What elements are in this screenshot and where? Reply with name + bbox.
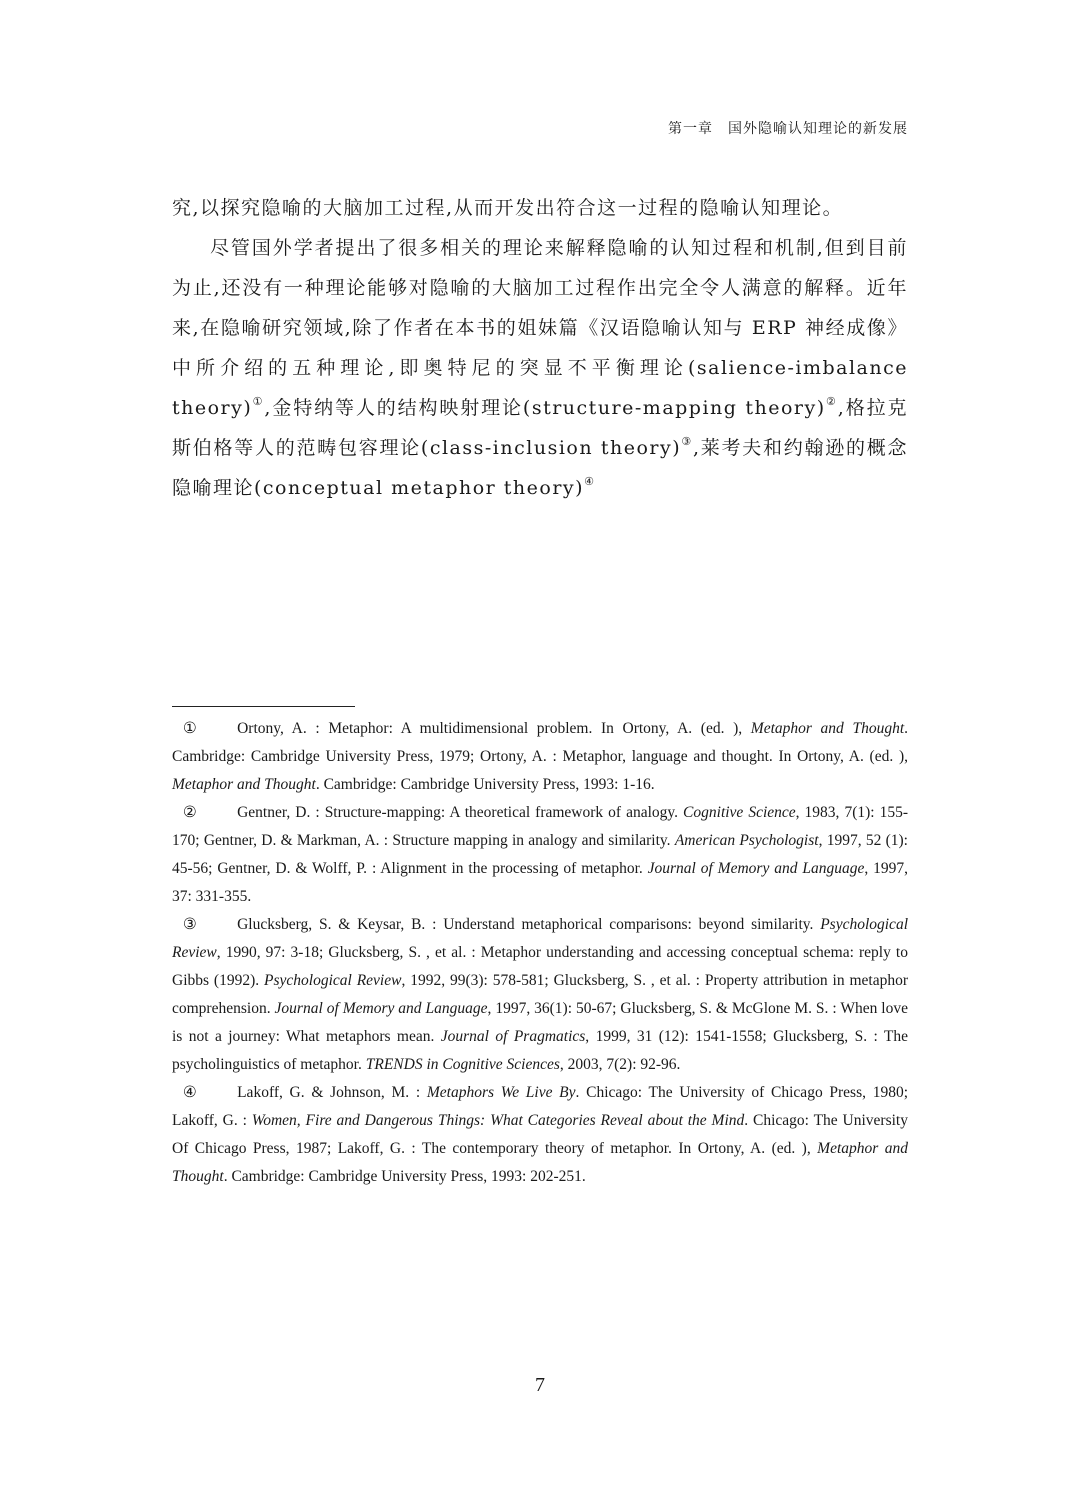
italic-title: Metaphor and Thought	[750, 720, 905, 737]
footnote	[172, 715, 908, 799]
text-run: Ortony, A. : Metaphor: A multidimensional problem. In Ortony, A. (ed. ),	[237, 720, 751, 737]
paragraph	[172, 188, 908, 228]
text-run: Lakoff, G. & Johnson, M. :	[237, 1084, 427, 1101]
italic-title: Women, Fire and Dangerous Things: What Categories Reveal about the Mind	[251, 1112, 745, 1129]
paragraph	[172, 228, 908, 508]
text-run: , 1997, 37: 331-355.	[172, 860, 908, 905]
footnote	[172, 1079, 908, 1191]
italic-title: Psychological Review	[264, 972, 402, 989]
italic-title: Cognitive Science	[683, 804, 796, 821]
text-run: Gentner, D. : Structure-mapping: A theoretical framework of analogy.	[237, 804, 684, 821]
footnote-marker: ④	[584, 475, 596, 488]
italic-title: Metaphor and Thought	[172, 776, 316, 793]
italic-title: Journal of Memory and Language	[274, 1000, 488, 1017]
text-run: . Chicago: The University Of Chicago Press, 1987; Lakoff, G. : The contemporary theory of metaphor. In Ortony, A. (ed. ),	[172, 1112, 908, 1157]
text-run: , 1999, 31 (12): 1541-1558; Glucksberg, S. : The psycholinguistics of metaphor.	[172, 1028, 908, 1073]
italic-title: Psychological Review	[172, 916, 908, 961]
italic-title: Metaphors We Live By	[426, 1084, 576, 1101]
text-run: , 1983, 7(1): 155-170; Gentner, D. & Markman, A. : Structure mapping in analogy and similarity.	[172, 804, 908, 849]
italic-title: Journal of Memory and Language	[647, 860, 865, 877]
footnote-marker: ③	[681, 435, 694, 448]
footnote	[172, 799, 908, 911]
italic-title: Metaphor and Thought	[172, 1140, 908, 1185]
text-run: ,莱考夫和约翰逊的概念隐喻理论(conceptual metaphor theory)	[172, 437, 908, 499]
text-run: , 2003, 7(2): 92-96.	[559, 1056, 681, 1073]
text-run: ,格拉克斯伯格等人的范畴包容理论(class-inclusion theory)	[172, 397, 908, 459]
text-run: , 1997, 36(1): 50-67; Glucksberg, S. & McGlone M. S. : When love is not a journey: What metaphors mean.	[172, 1000, 908, 1045]
footnote-divider	[172, 706, 355, 707]
footnote-marker: ②	[825, 395, 838, 408]
text-run: , 1990, 97: 3-18; Glucksberg, S. , et al. : Metaphor understanding and accessing conceptual schema: reply to Gibbs (1992).	[172, 944, 908, 989]
footnote-number: ①	[182, 720, 197, 737]
footnote-marker: ①	[252, 395, 265, 408]
text-run: . Chicago: The University of Chicago Press, 1980; Lakoff, G. :	[172, 1084, 909, 1129]
text-run: ,金特纳等人的结构映射理论(structure-mapping theory)	[264, 397, 826, 419]
footnotes	[172, 715, 908, 1191]
text-run: . Cambridge: Cambridge University Press, 1993: 202-251.	[223, 1168, 586, 1185]
italic-title: American Psychologist	[674, 832, 819, 849]
page-number: 7	[535, 1374, 545, 1396]
footnote-number: ④	[182, 1084, 197, 1101]
footnote-number: ②	[182, 804, 197, 821]
text-run: , 1992, 99(3): 578-581; Glucksberg, S. , et al. : Property attribution in metaphor comprehension.	[172, 972, 909, 1017]
text-run: . Cambridge: Cambridge University Press, 1993: 1-16.	[315, 776, 655, 793]
italic-title: TRENDS in Cognitive Sciences	[365, 1056, 560, 1073]
text-run: 尽管国外学者提出了很多相关的理论来解释隐喻的认知过程和机制,但到目前为止,还没有一种理论能够对隐喻的大脑加工过程作出完全令人满意的解释。近年来,在隐喻研究领域,除了作者在本书的姐妹篇《汉语隐喻认知与 ERP 神经成像》中所介绍的五种理论,即奥特尼的突显不平衡理论(salience-imbalance theory)	[172, 237, 908, 419]
footnote	[172, 911, 908, 1079]
footnote-number: ③	[182, 916, 197, 933]
text-run: . Cambridge: Cambridge University Press, 1979; Ortony, A. : Metaphor, language and thought. In Ortony, A. (ed. ),	[172, 720, 908, 765]
text-run: Glucksberg, S. & Keysar, B. : Understand metaphorical comparisons: beyond similarity.	[237, 916, 821, 933]
italic-title: Journal of Pragmatics	[440, 1028, 586, 1045]
body-text	[172, 188, 908, 508]
running-header: 第一章 国外隐喻认知理论的新发展	[668, 121, 908, 137]
text-run: 究,以探究隐喻的大脑加工过程,从而开发出符合这一过程的隐喻认知理论。	[172, 197, 844, 219]
text-run: , 1997, 52 (1): 45-56; Gentner, D. & Wolff, P. : Alignment in the processing of metaphor.	[172, 832, 908, 877]
